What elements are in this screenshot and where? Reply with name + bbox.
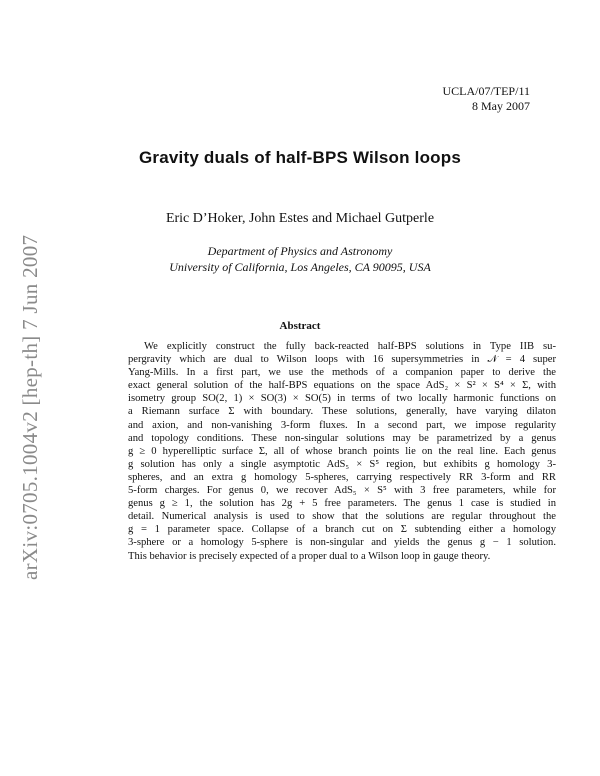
abstract-line: 3-sphere or a homology 5-sphere is non-singular and yields the genus g − 1 solution. bbox=[128, 537, 556, 549]
affiliation-university: University of California, Los Angeles, CA 90095, USA bbox=[169, 260, 431, 274]
abstract-line: 5-form charges. For genus 0, we recover AdS₅ × S⁵ with 3 free parameters, while for bbox=[128, 485, 556, 497]
report-number: UCLA/07/TEP/11 bbox=[442, 84, 530, 98]
abstract-line: We explicitly construct the fully back-reacted half-BPS solutions in Type IIB su- bbox=[144, 341, 556, 352]
author-list: Eric D’Hoker, John Estes and Michael Gutperle bbox=[165, 211, 435, 226]
arxiv-identifier: arXiv:0705.1004v2 [hep-th] 7 Jun 2007 bbox=[18, 234, 42, 580]
abstract-line: exact general solution of the half-BPS equations on the space AdS₂ × S² × S⁴ × Σ, with bbox=[128, 380, 556, 392]
abstract-line: g solution has only a single asymptotic AdS₅ × S⁵ region, but exhibits g homology 3- bbox=[128, 458, 556, 470]
abstract-line: spheres, and an extra g homology 5-spheres, carrying respectively RR 3-form and RR bbox=[128, 471, 556, 483]
abstract-line: g ≥ 0 hyperelliptic surface Σ, all of whose branch points lie on the real line. Each genus bbox=[128, 445, 556, 457]
report-date: 8 May 2007 bbox=[472, 99, 530, 113]
abstract-line: isometry group SO(2, 1) × SO(3) × SO(5) in terms of two locally harmonic functions on bbox=[128, 393, 556, 405]
paper-title: Gravity duals of half-BPS Wilson loops bbox=[139, 148, 461, 167]
abstract-line: This behavior is precisely expected of a proper dual to a Wilson loop in gauge theory. bbox=[128, 550, 491, 562]
abstract-body bbox=[128, 340, 556, 563]
abstract-line: g = 1 parameter space. Collapse of a branch cut on Σ subtending either a homology bbox=[128, 524, 556, 536]
report-block bbox=[442, 84, 530, 114]
abstract-line: Yang-Mills. In a first part, we use the methods of a companion paper to derive the bbox=[128, 367, 556, 379]
abstract-line: pergravity which are dual to Wilson loops with 16 supersymmetries in 𝒩 = 4 super bbox=[128, 354, 556, 366]
abstract-line: a Riemann surface Σ with boundary. These solutions, generally, have varying dilaton bbox=[128, 406, 556, 418]
abstract-line: and topology conditions. These non-singular solutions may be parametrized by a genus bbox=[128, 432, 556, 444]
affiliation-department: Department of Physics and Astronomy bbox=[207, 244, 393, 258]
abstract-line: detail. Numerical analysis is used to show that the solutions are regular throughout the bbox=[128, 511, 556, 523]
abstract-line: genus g ≥ 1, the solution has 2g + 5 free parameters. The genus 1 case is studied in bbox=[128, 498, 556, 510]
affiliation bbox=[0, 243, 600, 275]
abstract-heading: Abstract bbox=[279, 320, 321, 332]
abstract-line: and axion, and non-vanishing 3-form fluxes. In a second part, we impose regularity bbox=[128, 419, 556, 431]
